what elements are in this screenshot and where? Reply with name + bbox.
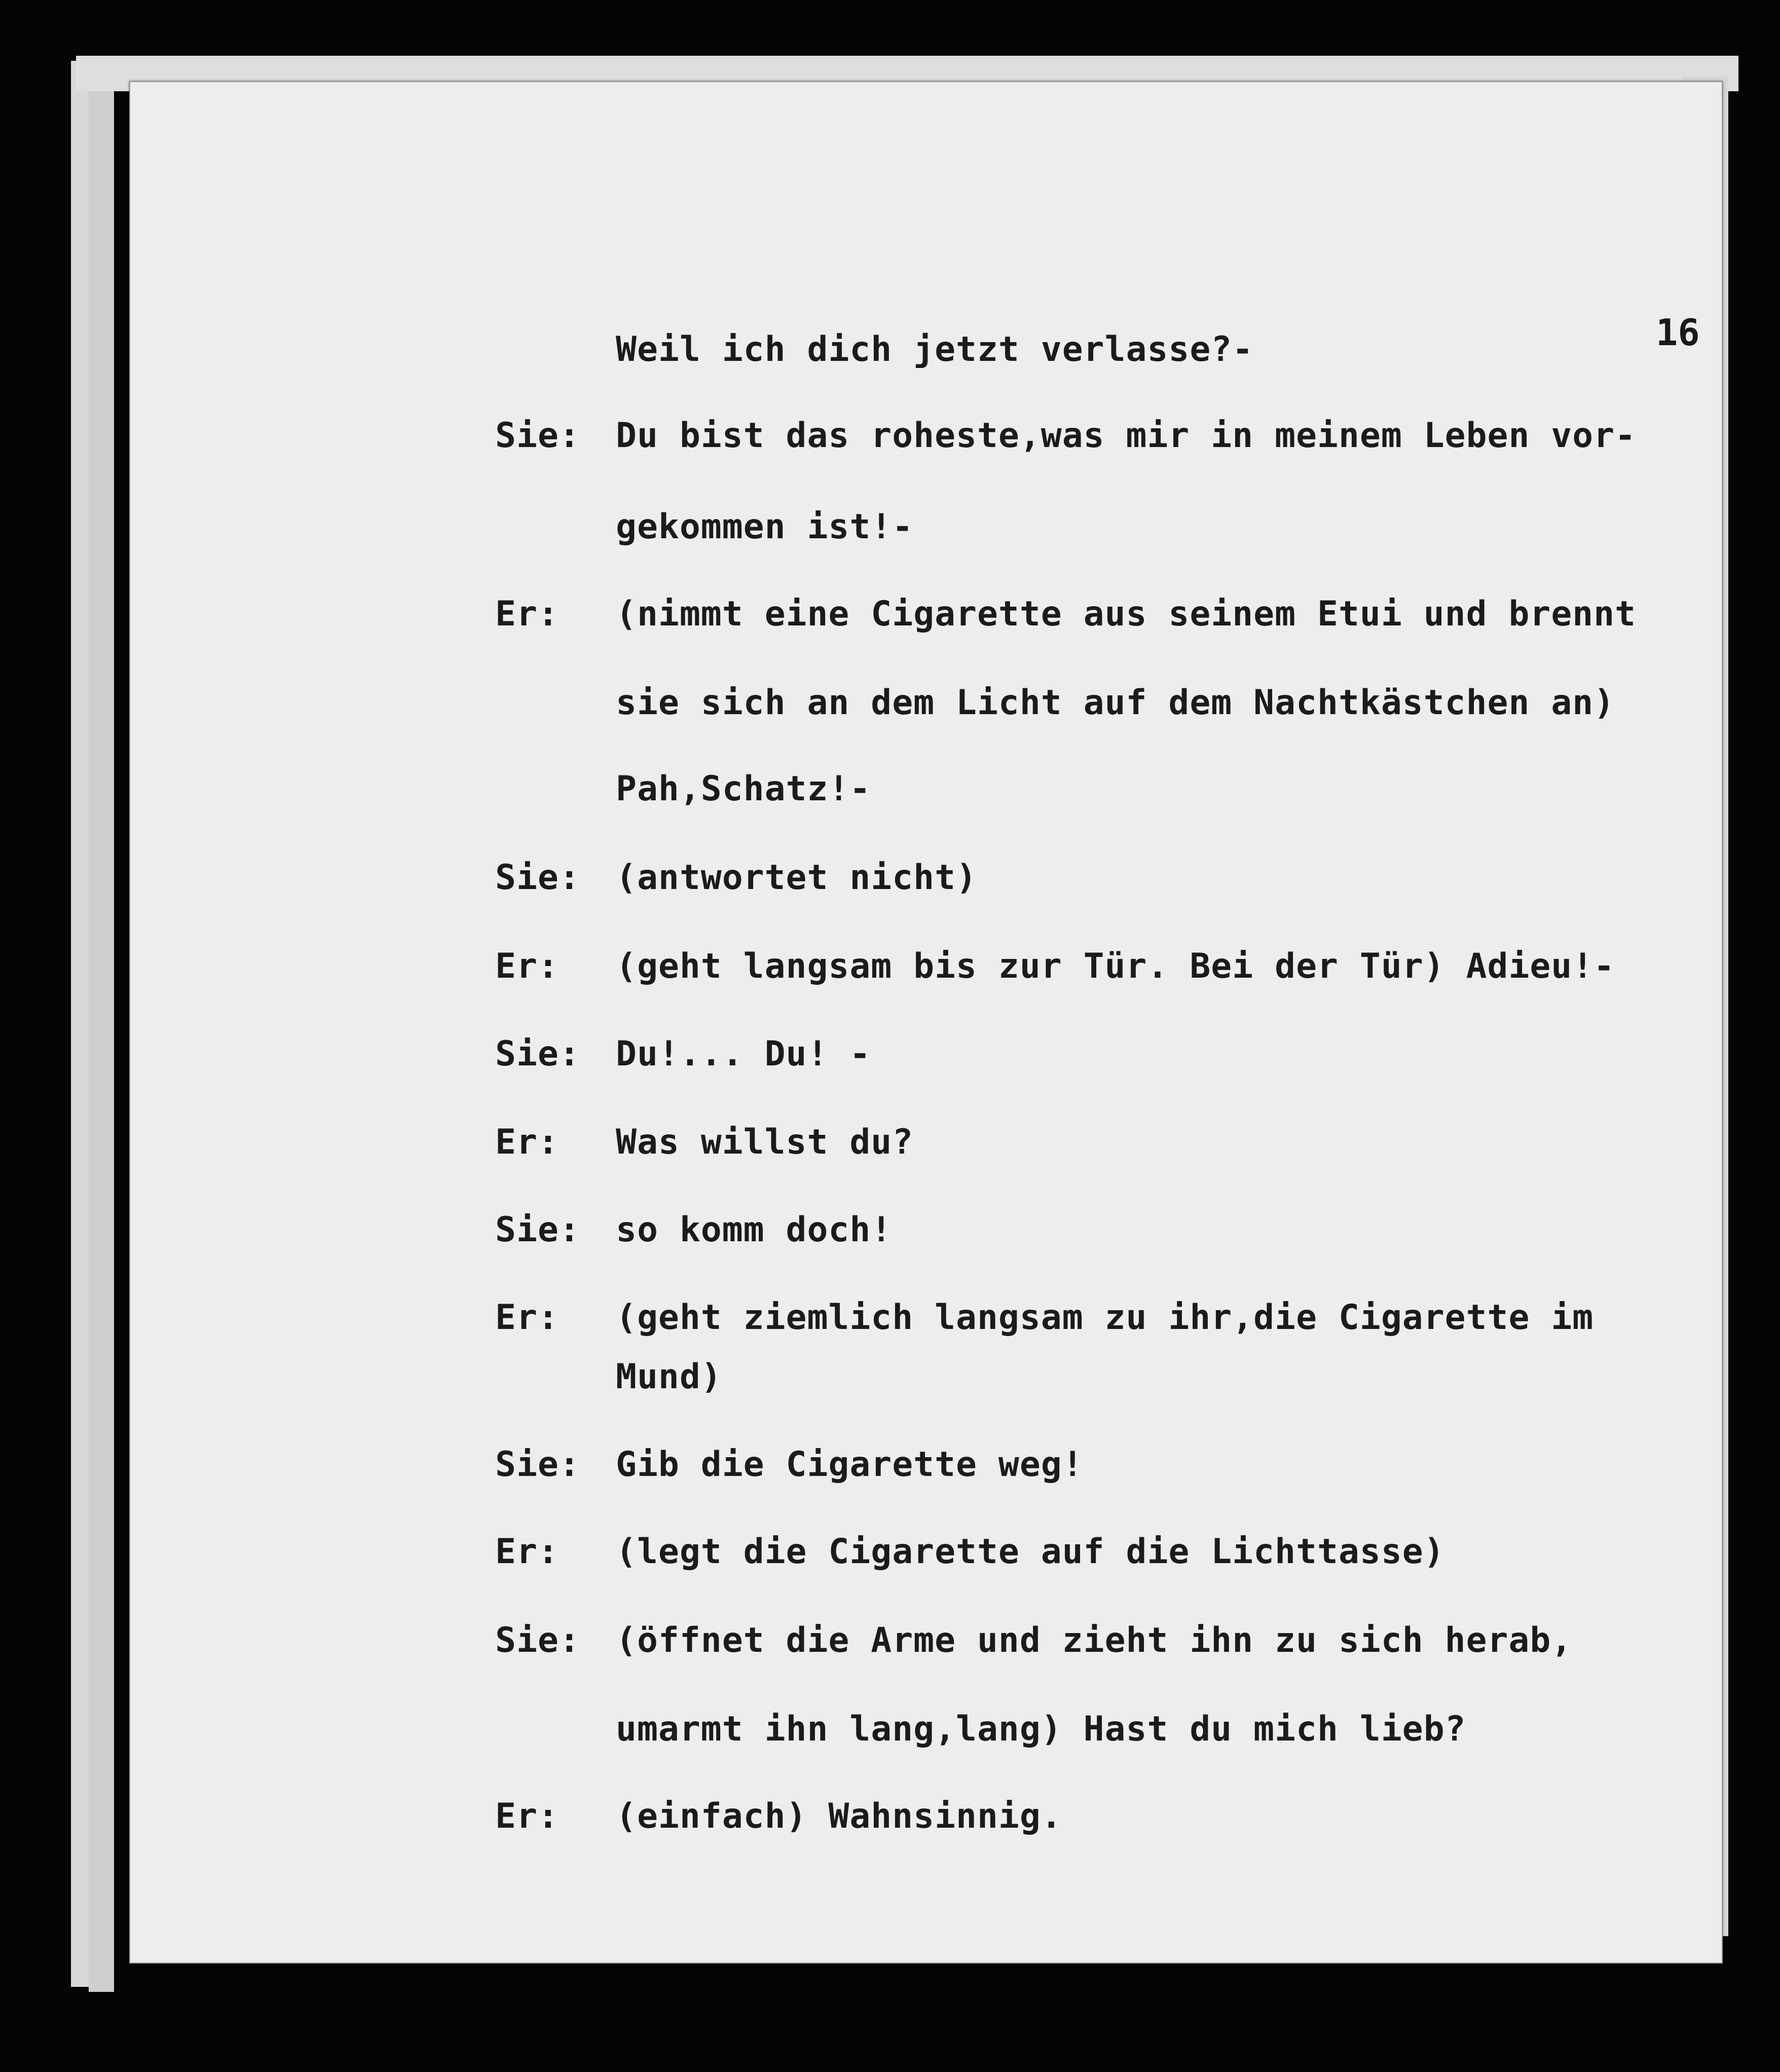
line-text: (geht langsam bis zur Tür. Bei der Tür) Adieu!- [616, 946, 1615, 986]
speaker-label: Sie: [495, 858, 580, 898]
line-text: so komm doch! [616, 1210, 893, 1250]
speaker-label: Er: [495, 1122, 559, 1162]
line-text: (einfach) Wahnsinnig. [616, 1796, 1062, 1836]
speaker-label: Er: [495, 1298, 559, 1338]
line-text: Mund) [616, 1357, 722, 1397]
speaker-label: Sie: [495, 1210, 580, 1250]
page-number: 16 [1656, 311, 1700, 354]
line-text: Du!... Du! - [616, 1034, 871, 1074]
line-text: umarmt ihn lang,lang) Hast du mich lieb? [616, 1709, 1466, 1749]
line-text: Was willst du? [616, 1122, 914, 1162]
line-text: Weil ich dich jetzt verlasse?- [616, 329, 1254, 369]
line-text: (öffnet die Arme und zieht ihn zu sich herab, [616, 1620, 1573, 1660]
line-text: Gib die Cigarette weg! [616, 1445, 1084, 1485]
line-text: (nimmt eine Cigarette aus seinem Etui und brennt [616, 594, 1637, 634]
speaker-label: Er: [495, 1532, 559, 1572]
speaker-label: Er: [495, 1796, 559, 1836]
speaker-label: Sie: [495, 1620, 580, 1660]
typewritten-page [129, 81, 1723, 1964]
page-edge-left-inner [89, 76, 114, 1992]
speaker-label: Er: [495, 946, 559, 986]
line-text: Du bist das roheste,was mir in meinem Leben vor- [616, 416, 1637, 456]
line-text: gekommen ist!- [616, 507, 914, 547]
line-text: Pah,Schatz!- [616, 769, 871, 809]
line-text: (legt die Cigarette auf die Lichttasse) [616, 1532, 1445, 1572]
speaker-label: Sie: [495, 1445, 580, 1485]
line-text: sie sich an dem Licht auf dem Nachtkästchen an) [616, 683, 1615, 723]
speaker-label: Er: [495, 594, 559, 634]
line-text: (geht ziemlich langsam zu ihr,die Cigarette im [616, 1298, 1594, 1338]
line-text: (antwortet nicht) [616, 858, 977, 898]
speaker-label: Sie: [495, 416, 580, 456]
speaker-label: Sie: [495, 1034, 580, 1074]
